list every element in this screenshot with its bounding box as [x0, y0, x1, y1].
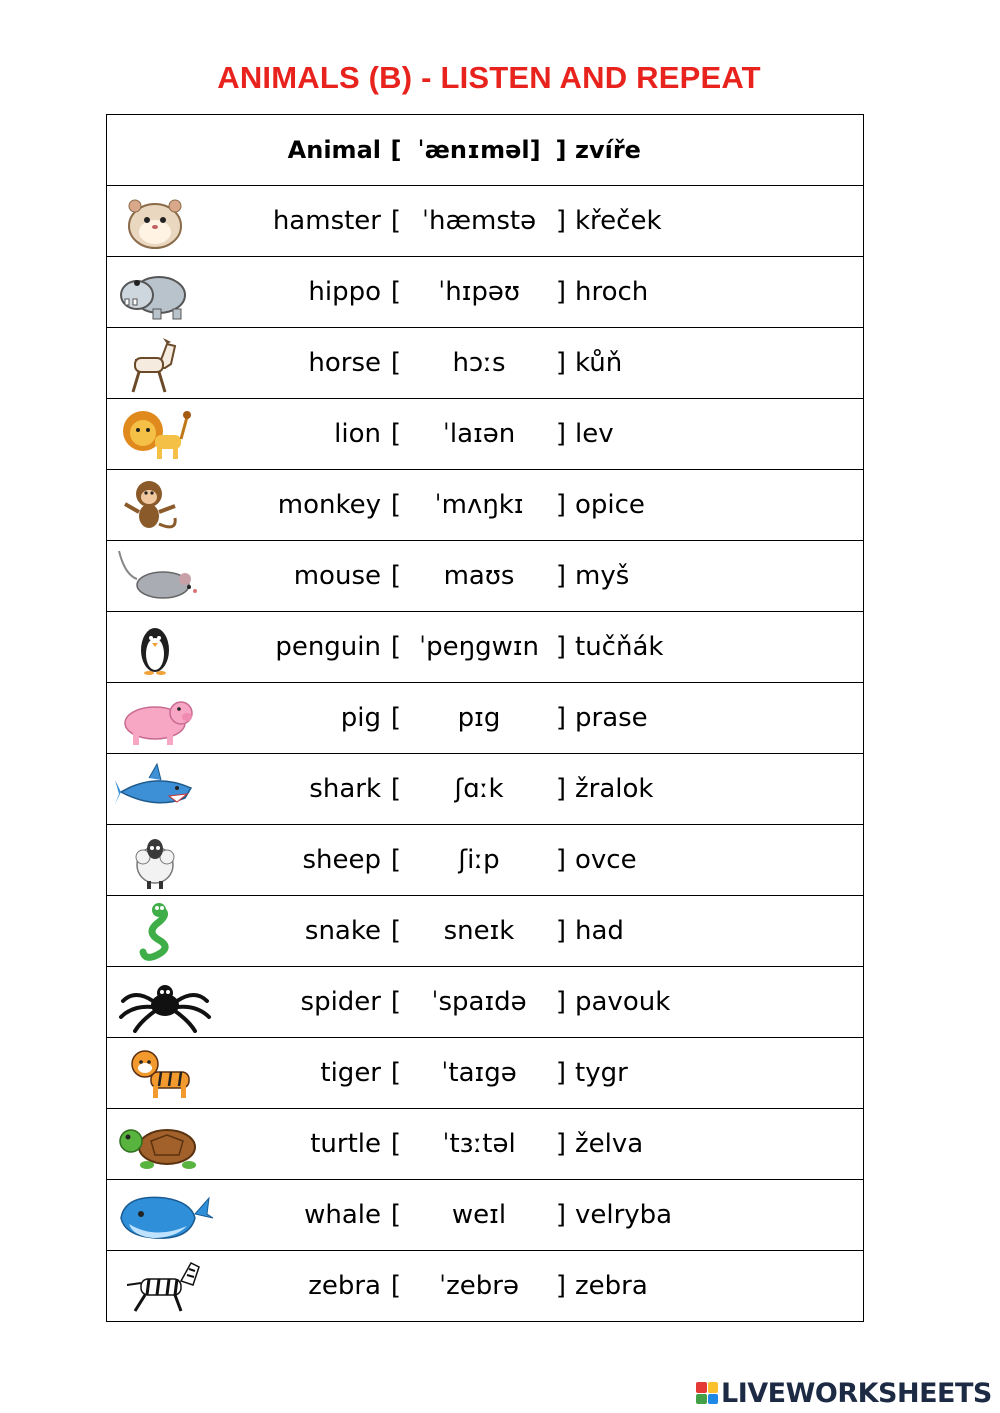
phonetic-transcription: ˈzebrə	[411, 1251, 547, 1322]
turtle-icon	[115, 1113, 215, 1175]
phonetic-transcription: ˈlaɪən	[411, 399, 547, 470]
phonetic-transcription: pɪg	[411, 683, 547, 754]
right-bracket: ]	[547, 541, 575, 612]
phonetic-transcription: ˈhæmstə	[411, 186, 547, 257]
header-ipa: ˈænɪməl]	[411, 115, 547, 186]
right-bracket: ]	[547, 257, 575, 328]
horse-icon	[115, 332, 215, 394]
left-bracket: [	[381, 896, 411, 967]
header-translation: zvíře	[575, 115, 864, 186]
right-bracket: ]	[547, 896, 575, 967]
left-bracket: [	[381, 399, 411, 470]
czech-translation: lev	[575, 399, 864, 470]
right-bracket: ]	[547, 328, 575, 399]
animal-image-cell	[107, 1038, 218, 1109]
sheep-icon	[115, 829, 215, 891]
table-row	[107, 612, 864, 683]
logo-text: LIVEWORKSHEETS	[721, 1377, 992, 1409]
table-row	[107, 1180, 864, 1251]
hippo-icon	[115, 261, 215, 323]
animal-image-cell	[107, 1251, 218, 1322]
animal-word: zebra	[217, 1251, 381, 1322]
czech-translation: zebra	[575, 1251, 864, 1322]
table-row	[107, 470, 864, 541]
czech-translation: velryba	[575, 1180, 864, 1251]
right-bracket: ]	[547, 186, 575, 257]
table-row	[107, 399, 864, 470]
phonetic-transcription: ˈmʌŋkɪ	[411, 470, 547, 541]
left-bracket: [	[381, 1251, 411, 1322]
animal-image-cell	[107, 328, 218, 399]
animal-word: tiger	[217, 1038, 381, 1109]
czech-translation: ovce	[575, 825, 864, 896]
left-bracket: [	[381, 257, 411, 328]
shark-icon	[115, 758, 215, 820]
left-bracket: [	[381, 1038, 411, 1109]
phonetic-transcription: sneɪk	[411, 896, 547, 967]
zebra-icon	[115, 1255, 215, 1317]
monkey-icon	[115, 474, 215, 536]
table-row	[107, 683, 864, 754]
animal-word: horse	[217, 328, 381, 399]
phonetic-transcription: ʃiːp	[411, 825, 547, 896]
animal-image-cell	[107, 967, 218, 1038]
right-bracket: ]	[547, 1251, 575, 1322]
liveworksheets-logo	[696, 1378, 992, 1408]
phonetic-transcription: weɪl	[411, 1180, 547, 1251]
right-bracket: ]	[547, 1180, 575, 1251]
header-left-bracket: [	[381, 115, 411, 186]
czech-translation: had	[575, 896, 864, 967]
table-row	[107, 967, 864, 1038]
animal-word: penguin	[217, 612, 381, 683]
penguin-icon	[115, 616, 215, 678]
right-bracket: ]	[547, 470, 575, 541]
animal-word: monkey	[217, 470, 381, 541]
left-bracket: [	[381, 612, 411, 683]
left-bracket: [	[381, 683, 411, 754]
table-row	[107, 754, 864, 825]
animal-word: hippo	[217, 257, 381, 328]
animal-word: turtle	[217, 1109, 381, 1180]
animal-word: sheep	[217, 825, 381, 896]
animal-word: mouse	[217, 541, 381, 612]
animal-image-cell	[107, 541, 218, 612]
animal-image-cell	[107, 1180, 218, 1251]
right-bracket: ]	[547, 1038, 575, 1109]
table-row	[107, 186, 864, 257]
czech-translation: tučňák	[575, 612, 864, 683]
mouse-icon	[115, 545, 215, 607]
left-bracket: [	[381, 470, 411, 541]
animal-image-cell	[107, 399, 218, 470]
right-bracket: ]	[547, 612, 575, 683]
czech-translation: kůň	[575, 328, 864, 399]
czech-translation: hroch	[575, 257, 864, 328]
left-bracket: [	[381, 328, 411, 399]
table-row	[107, 1109, 864, 1180]
animal-word: lion	[217, 399, 381, 470]
pig-icon	[115, 687, 215, 749]
phonetic-transcription: hɔːs	[411, 328, 547, 399]
phonetic-transcription: maʊs	[411, 541, 547, 612]
page-title: ANIMALS (B) - LISTEN AND REPEAT	[217, 60, 761, 95]
animal-word: pig	[217, 683, 381, 754]
czech-translation: prase	[575, 683, 864, 754]
animal-image-cell	[107, 896, 218, 967]
animal-image-cell	[107, 470, 218, 541]
table-header-row	[107, 115, 864, 186]
phonetic-transcription: ʃɑːk	[411, 754, 547, 825]
header-word: Animal	[217, 115, 381, 186]
animal-image-cell	[107, 683, 218, 754]
left-bracket: [	[381, 1109, 411, 1180]
czech-translation: želva	[575, 1109, 864, 1180]
right-bracket: ]	[547, 967, 575, 1038]
table-row	[107, 1251, 864, 1322]
animal-image-cell	[107, 754, 218, 825]
table-row	[107, 328, 864, 399]
animal-image-cell	[107, 825, 218, 896]
phonetic-transcription: ˈpeŋgwɪn	[411, 612, 547, 683]
czech-translation: opice	[575, 470, 864, 541]
left-bracket: [	[381, 967, 411, 1038]
phonetic-transcription: ˈhɪpəʊ	[411, 257, 547, 328]
right-bracket: ]	[547, 825, 575, 896]
animal-image-cell	[107, 186, 218, 257]
phonetic-transcription: ˈtɜːtəl	[411, 1109, 547, 1180]
table-row	[107, 1038, 864, 1109]
header-right-bracket: ]	[547, 115, 575, 186]
right-bracket: ]	[547, 683, 575, 754]
animal-word: spider	[217, 967, 381, 1038]
liveworksheets-logo-icon	[696, 1382, 718, 1404]
left-bracket: [	[381, 186, 411, 257]
phonetic-transcription: ˈspaɪdə	[411, 967, 547, 1038]
czech-translation: myš	[575, 541, 864, 612]
vocabulary-table	[106, 114, 864, 1322]
header-image-cell	[107, 115, 218, 186]
czech-translation: žralok	[575, 754, 864, 825]
right-bracket: ]	[547, 1109, 575, 1180]
czech-translation: tygr	[575, 1038, 864, 1109]
whale-icon	[115, 1184, 215, 1246]
table-row	[107, 541, 864, 612]
animal-image-cell	[107, 257, 218, 328]
animal-word: snake	[217, 896, 381, 967]
left-bracket: [	[381, 1180, 411, 1251]
phonetic-transcription: ˈtaɪgə	[411, 1038, 547, 1109]
left-bracket: [	[381, 541, 411, 612]
right-bracket: ]	[547, 754, 575, 825]
czech-translation: křeček	[575, 186, 864, 257]
left-bracket: [	[381, 825, 411, 896]
czech-translation: pavouk	[575, 967, 864, 1038]
left-bracket: [	[381, 754, 411, 825]
animal-word: whale	[217, 1180, 381, 1251]
table-row	[107, 896, 864, 967]
right-bracket: ]	[547, 399, 575, 470]
hamster-icon	[115, 190, 215, 252]
animal-word: hamster	[217, 186, 381, 257]
animal-image-cell	[107, 612, 218, 683]
spider-icon	[115, 971, 215, 1033]
tiger-icon	[115, 1042, 215, 1104]
table-row	[107, 825, 864, 896]
lion-icon	[115, 403, 215, 465]
table-row	[107, 257, 864, 328]
snake-icon	[115, 900, 215, 962]
animal-image-cell	[107, 1109, 218, 1180]
animal-word: shark	[217, 754, 381, 825]
